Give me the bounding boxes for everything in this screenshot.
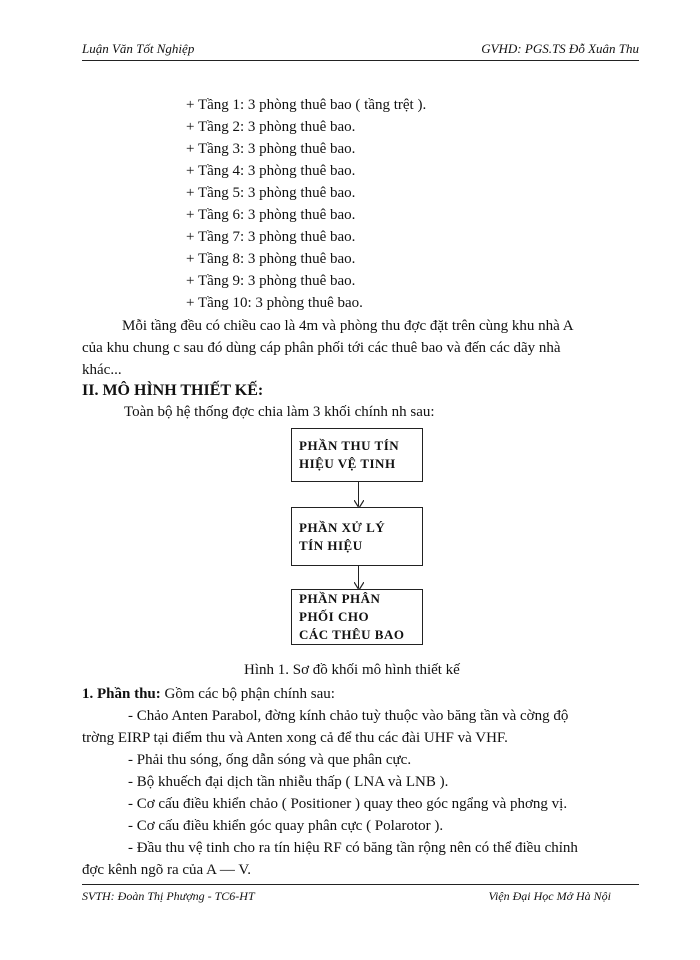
box-line: CÁC THÊU BAO bbox=[299, 627, 405, 642]
box-line: HIỆU VỆ TINH bbox=[299, 456, 396, 471]
floor-item: + Tầng 4: 3 phòng thuê bao. bbox=[186, 163, 356, 179]
floor-item: + Tầng 2: 3 phòng thuê bao. bbox=[186, 119, 356, 135]
component-item: - Bộ khuếch đại dịch tần nhiễu thấp ( LNA và LNB ). bbox=[128, 774, 449, 790]
component-item: - Chảo Anten Parabol, đờng kính chảo tuỳ thuộc vào băng tần và cờng độ bbox=[128, 708, 569, 724]
diagram-box-receive bbox=[291, 428, 423, 482]
section-lead: Toàn bộ hệ thống đợc chia làm 3 khối chính nh sau: bbox=[124, 404, 435, 420]
figure-caption: Hình 1. Sơ đồ khối mô hình thiết kế bbox=[244, 662, 460, 678]
box-line: PHẦN XỬ LÝ bbox=[299, 519, 386, 535]
component-item: - Phải thu sóng, ống dẫn sóng và que phân cực. bbox=[128, 752, 412, 768]
component-item: - Cơ cấu điều khiển góc quay phân cực ( Polarotor ). bbox=[128, 818, 444, 834]
floor-item: + Tầng 7: 3 phòng thuê bao. bbox=[186, 229, 356, 245]
box-line: PHẦN PHÂN bbox=[299, 591, 381, 606]
component-item-cont: đợc kênh ngõ ra của A — V. bbox=[82, 862, 252, 878]
header-advisor: GVHD: PGS.TS Đỗ Xuân Thu bbox=[481, 41, 639, 56]
diagram-arrow bbox=[354, 566, 364, 590]
footer-student: SVTH: Đoàn Thị Phượng - TC6-HT bbox=[82, 889, 255, 903]
floor-item: + Tầng 6: 3 phòng thuê bao. bbox=[186, 207, 356, 223]
floor-item: + Tầng 3: 3 phòng thuê bao. bbox=[186, 141, 356, 157]
box-line: TÍN HIỆU bbox=[299, 537, 363, 553]
footer-institution: Viện Đại Học Mở Hà Nội bbox=[488, 889, 611, 903]
box-line: PHỐI CHO bbox=[299, 609, 370, 624]
floor-item: + Tầng 1: 3 phòng thuê bao ( tầng trệt ). bbox=[186, 97, 427, 113]
component-item: - Cơ cấu điều khiển chảo ( Positioner ) quay theo góc ngẩng và phơng vị. bbox=[128, 796, 568, 812]
floor-item: + Tầng 5: 3 phòng thuê bao. bbox=[186, 185, 356, 201]
floor-item: + Tầng 9: 3 phòng thuê bao. bbox=[186, 273, 356, 289]
section-heading: II. MÔ HÌNH THIẾT KẾ: bbox=[82, 382, 264, 399]
floor-item: + Tầng 10: 3 phòng thuê bao. bbox=[186, 295, 363, 311]
subsection-title-rest: Gồm các bộ phận chính sau: bbox=[160, 686, 335, 702]
page-footer bbox=[82, 884, 639, 907]
floor-item: + Tầng 8: 3 phòng thuê bao. bbox=[186, 251, 356, 267]
page-header bbox=[82, 38, 639, 61]
intro-line-3: khác... bbox=[82, 362, 122, 378]
diagram-box-distribute bbox=[291, 589, 423, 645]
subsection-title: 1. Phần thu: bbox=[82, 686, 161, 702]
subsection-title-line bbox=[82, 684, 335, 704]
intro-line-2: của khu chung c sau đó dùng cáp phân phối tới các thuê bao và đến các dãy nhà bbox=[82, 340, 561, 356]
diagram-box-process bbox=[291, 507, 423, 566]
component-item: - Đầu thu vệ tinh cho ra tín hiệu RF có băng tần rộng nên có thể điều chỉnh bbox=[128, 840, 578, 856]
component-item-cont: trờng EIRP tại điểm thu và Anten xong cả để thu các đài UHF và VHF. bbox=[82, 730, 508, 746]
intro-line-1: Mỗi tầng đều có chiều cao là 4m và phòng thu đợc đặt trên cùng khu nhà A bbox=[122, 318, 574, 334]
diagram-arrow bbox=[354, 482, 364, 508]
box-line: PHẦN THU TÍN bbox=[299, 438, 400, 453]
header-thesis-label: Luận Văn Tốt Nghiệp bbox=[82, 41, 195, 56]
